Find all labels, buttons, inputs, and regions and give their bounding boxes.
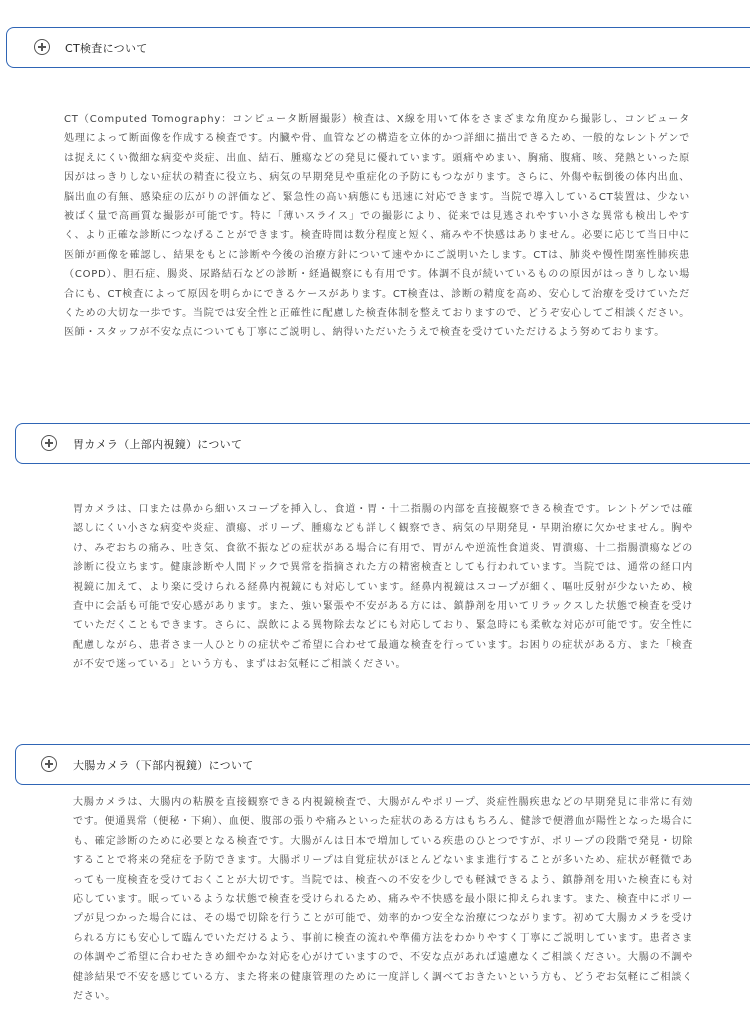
section-header-colonoscopy[interactable] <box>15 744 750 785</box>
plus-circle-icon <box>34 39 50 55</box>
section-title: CT検査について <box>65 42 148 55</box>
section-header-ct[interactable] <box>6 27 750 68</box>
plus-circle-icon <box>41 435 57 451</box>
section-title: 大腸カメラ（下部内視鏡）について <box>73 759 254 772</box>
section-body: CT（Computed Tomography：コンピュータ断層撮影）検査は、X線を用いて体をさまざまな角度から撮影し、コンピュータ処理によって断面像を作成する検査です。内臓や骨、血管などの構造を立体的かつ詳細に描出できるため、一般的なレントゲンでは捉えにくい微細な病変や炎症、出血、結石、腫瘍などの発見に優れています。頭痛やめまい、胸痛、腹痛、咳、発熱といった原因がはっきりしない症状の精査に役立ち、病気の早期発見や重症化の予防にもつながります。さらに、外傷や転倒後の体内出血、脳出血の有無、感染症の広がりの評価など、緊急性の高い病態にも迅速に対応できます。当院で導入しているCT装置は、少ない被ばく量で高画質な撮影が可能です。特に「薄いスライス」での撮影により、従来では見逃されやすい小さな異常も検出しやすく、より正確な診断につなげることができます。検査時間は数分程度と短く、痛みや不快感はありません。必要に応じて当日中に医師が画像を確認し、結果をもとに診断や今後の治療方針について速やかにご説明いたします。CTは、肺炎や慢性閉塞性肺疾患（COPD）、胆石症、腸炎、尿路結石などの診断・経過観察にも有用です。体調不良が続いているものの原因がはっきりしない場合にも、CT検査によって原因を明らかにできるケースがあります。CT検査は、診断の精度を高め、安心して治療を受けていただくための大切な一歩です。当院では安全性と正確性に配慮した検査体制を整えておりますので、どうぞ安心してご相談ください。医師・スタッフが不安な点についても丁寧にご説明し、納得いただいたうえで検査を受けていただけるよう努めております。 <box>64 114 690 339</box>
plus-circle-icon <box>41 756 57 772</box>
section-title: 胃カメラ（上部内視鏡）について <box>73 438 243 451</box>
section-body: 大腸カメラは、大腸内の粘膜を直接観察できる内視鏡検査で、大腸がんやポリープ、炎症性腸疾患などの早期発見に非常に有効です。便通異常（便秘・下痢）、血便、腹部の張りや痛みといった症状のある方はもちろん、健診で便潜血が陽性となった場合にも、確定診断のために必要となる検査です。大腸がんは日本で増加している疾患のひとつですが、ポリープの段階で発見・切除することで将来の発症を予防できます。大腸ポリープは自覚症状がほとんどないまま進行することが多いため、症状が軽微であっても一度検査を受けておくことが大切です。当院では、検査への不安を少しでも軽減できるよう、鎮静剤を用いた検査にも対応しています。眠っているような状態で検査を受けられるため、痛みや不快感を最小限に抑えられます。また、検査中にポリープが見つかった場合には、その場で切除を行うことが可能で、効率的かつ安全な治療につながります。初めて大腸カメラを受けられる方にも安心して臨んでいただけるよう、事前に検査の流れや準備方法をわかりやすく丁寧にご説明しています。患者さまの体調やご希望に合わせたきめ細やかな対応を心がけていますので、不安な点があれば遠慮なくご相談ください。大腸の不調や健診結果で不安を感じている方、また将来の健康管理のために一度詳しく調べておきたいという方も、どうぞお気軽にご相談ください。 <box>73 797 693 1003</box>
section-header-gastroscopy[interactable] <box>15 423 750 464</box>
section-body: 胃カメラは、口または鼻から細いスコープを挿入し、食道・胃・十二指腸の内部を直接観察できる検査です。レントゲンでは確認しにくい小さな病変や炎症、潰瘍、ポリープ、腫瘍なども詳しく観察でき、病気の早期発見・早期治療に欠かせません。胸やけ、みぞおちの痛み、吐き気、食欲不振などの症状がある場合に有用で、胃がんや逆流性食道炎、胃潰瘍、十二指腸潰瘍などの診断に役立ちます。健康診断や人間ドックで異常を指摘された方の精密検査としても行われています。当院では、通常の経口内視鏡に加えて、より楽に受けられる経鼻内視鏡にも対応しています。経鼻内視鏡はスコープが細く、嘔吐反射が少ないため、検査中に会話も可能で安心感があります。また、強い緊張や不安がある方には、鎮静剤を用いてリラックスした状態で検査を受けていただくこともできます。さらに、誤飲による異物除去などにも対応しており、緊急時にも柔軟な対応が可能です。安全性に配慮しながら、患者さま一人ひとりの症状やご希望に合わせて最適な検査を行っています。お困りの症状がある方、また「検査が不安で迷っている」という方も、まずはお気軽にご相談ください。 <box>73 504 693 671</box>
